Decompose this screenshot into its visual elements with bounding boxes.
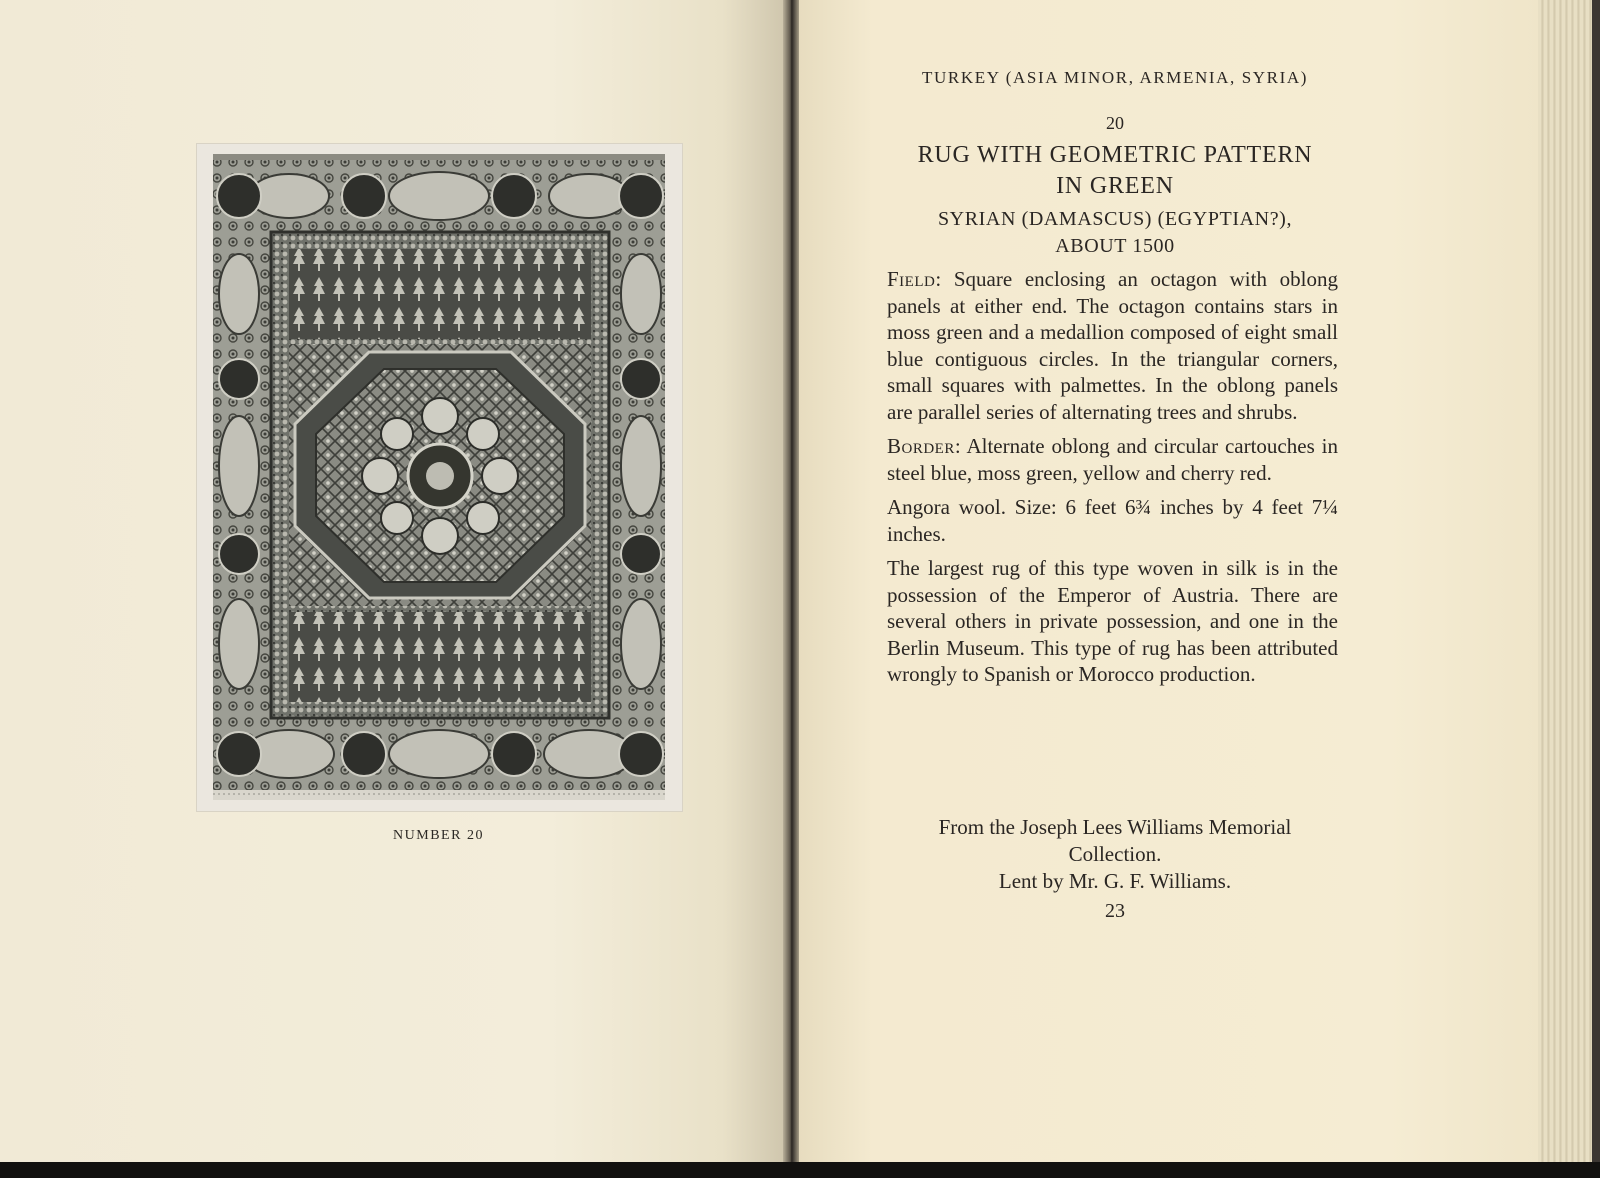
note-paragraph: The largest rug of this type woven in silk is in the possession of the Emperor of Austria. There are several others in private possession, and one in the Berlin Museum. This type of rug has been attributed wrongly to Spanish or Morocco production. [887, 556, 1338, 686]
running-head: TURKEY (ASIA MINOR, ARMENIA, SYRIA) [922, 68, 1308, 87]
border-label: Border [887, 434, 955, 458]
scan-bottom-edge [0, 1162, 1600, 1178]
entry-title [880, 140, 1350, 202]
origin-line-2: ABOUT 1500 [1055, 235, 1175, 257]
origin-line-1: SYRIAN (DAMASCUS) (EGYPTIAN?), [937, 208, 1293, 230]
edge-shadow [1592, 0, 1600, 1162]
entry-origin [880, 206, 1350, 260]
field-paragraph [887, 266, 1338, 425]
credit-line-1: From the Joseph Lees Williams Memorial [938, 815, 1292, 839]
credit-line-2: Collection. [1068, 842, 1162, 866]
field-text: : Square enclosing an octagon with oblong panels at either end. The octagon contains stars in moss green and a medallion composed of eight small blue contiguous circles. In the triangular corners, small squares with palmettes. In the oblong panels are parallel series of alternating trees and shrubs. [887, 267, 1338, 424]
page-number: 23 [1105, 900, 1125, 922]
credit-line [880, 814, 1350, 895]
entry-number: 20 [1106, 113, 1124, 133]
entry-body [887, 266, 1338, 696]
title-line-1: RUG WITH GEOMETRIC PATTERN [917, 142, 1313, 168]
page-edges [1538, 0, 1600, 1162]
plate-caption: NUMBER 20 [393, 828, 484, 843]
credit-line-3: Lent by Mr. G. F. Williams. [998, 869, 1232, 893]
field-label: Field [887, 267, 936, 291]
rug-illustration [209, 154, 670, 802]
title-line-2: IN GREEN [1056, 173, 1174, 199]
border-paragraph [887, 433, 1338, 486]
size-paragraph: Angora wool. Size: 6 feet 6¾ inches by 4 feet 7¼ inches. [887, 495, 1338, 546]
rug-plate [196, 143, 683, 812]
border-text: : Alternate oblong and circular cartouches in steel blue, moss green, yellow and cherry red. [887, 434, 1338, 485]
book-gutter [783, 0, 799, 1162]
